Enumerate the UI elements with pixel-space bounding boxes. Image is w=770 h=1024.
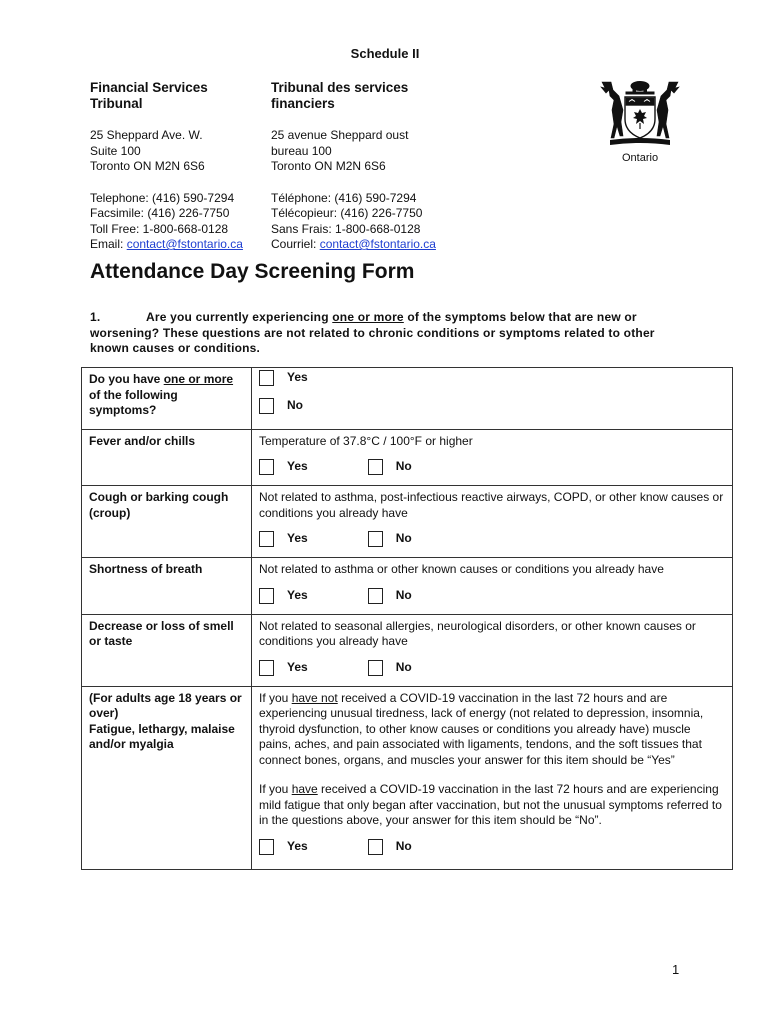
no-option[interactable]: No	[368, 839, 412, 855]
yes-checkbox[interactable]	[259, 459, 274, 475]
address-english: 25 Sheppard Ave. W. Suite 100 Toronto ON M2N 6S6	[90, 128, 205, 173]
table-row	[82, 558, 733, 615]
symptom-table	[81, 367, 733, 870]
answer-cell	[252, 486, 733, 558]
yes-option[interactable]: Yes	[259, 531, 308, 547]
symptom-description: Not related to asthma, post-infectious reactive airways, COPD, or other know causes or conditions you already have	[259, 490, 724, 520]
symptom-description: Temperature of 37.8°C / 100°F or higher	[259, 433, 473, 448]
yes-checkbox[interactable]	[259, 370, 274, 386]
symptom-label: Cough or barking cough (croup)	[82, 486, 252, 558]
symptom-description: Not related to seasonal allergies, neurological disorders, or other known causes or conditions you already have	[259, 618, 696, 648]
table-row	[82, 429, 733, 486]
yes-checkbox[interactable]	[259, 588, 274, 604]
email-link-french[interactable]: contact@fstontario.ca	[319, 237, 436, 251]
yes-option[interactable]: Yes	[259, 370, 725, 386]
english-contact-block	[90, 80, 243, 253]
answer-cell	[252, 686, 733, 869]
yes-checkbox[interactable]	[259, 839, 274, 855]
page-number: 1	[672, 962, 680, 977]
symptom-label: Decrease or loss of smell or taste	[82, 614, 252, 686]
org-name-english: Financial Services Tribunal	[90, 80, 208, 111]
symptom-label: Fever and/or chills	[82, 429, 252, 486]
question-number: 1.	[90, 310, 101, 324]
no-option[interactable]: No	[368, 588, 412, 604]
form-title: Attendance Day Screening Form	[90, 260, 415, 283]
table-row	[82, 368, 733, 430]
answer-cell	[252, 614, 733, 686]
phone-block-english: Telephone: (416) 590-7294 Facsimile: (416) 226-7750 Toll Free: 1-800-668-0128 Email: contact@fstontario.ca	[90, 190, 243, 251]
schedule-heading: Schedule II	[350, 46, 420, 61]
no-checkbox[interactable]	[368, 531, 383, 547]
yes-option[interactable]: Yes	[259, 660, 308, 676]
yes-option[interactable]: Yes	[259, 588, 308, 604]
no-checkbox[interactable]	[368, 459, 383, 475]
no-option[interactable]: No	[368, 531, 412, 547]
symptom-label: (For adults age 18 years or over) Fatigue, lethargy, malaise and/or myalgia	[82, 686, 252, 869]
address-french: 25 avenue Sheppard oust bureau 100 Toronto ON M2N 6S6	[271, 128, 409, 173]
yes-option[interactable]: Yes	[259, 839, 308, 855]
symptom-description: If you have received a COVID-19 vaccination in the last 72 hours and are experiencing mild fatigue that only began after vaccination, but not the unusual symptoms referred to in the questions above, your answer for this item should be “No”.	[259, 782, 722, 827]
french-contact-block	[271, 80, 436, 253]
no-option[interactable]: No	[368, 459, 412, 475]
table-row	[82, 686, 733, 869]
no-option[interactable]: No	[259, 398, 725, 414]
table-row	[82, 614, 733, 686]
org-name-french: Tribunal des services financiers	[271, 80, 409, 111]
yes-checkbox[interactable]	[259, 531, 274, 547]
ontario-coat-of-arms-icon	[596, 78, 684, 152]
table-row	[82, 486, 733, 558]
phone-block-french: Téléphone: (416) 590-7294 Télécopieur: (416) 226-7750 Sans Frais: 1-800-668-0128 Courriel: contact@fstontario.ca	[271, 190, 436, 251]
answer-cell	[252, 368, 733, 430]
answer-cell	[252, 558, 733, 615]
symptom-label: Do you have one or more of the following symptoms?	[82, 368, 252, 430]
no-checkbox[interactable]	[368, 839, 383, 855]
answer-cell	[252, 429, 733, 486]
symptom-description: Not related to asthma or other known causes or conditions you already have	[259, 562, 664, 576]
email-link-english[interactable]: contact@fstontario.ca	[126, 237, 243, 251]
symptom-description: If you have not received a COVID-19 vaccination in the last 72 hours and are experiencing unusual tiredness, lack of energy (not related to depression, insomnia, thyroid dysfunction, to other know causes or conditions you already have) muscle pains, aches, and pain associated with ligaments, tendons, and the soft tissues that connect bones, organs, and muscles your answer for this item should be “Yes”	[259, 690, 704, 767]
ontario-logo-label: Ontario	[622, 152, 659, 164]
no-checkbox[interactable]	[368, 588, 383, 604]
question-1: 1. Are you currently experiencing one or more of the symptoms below that are new or worsening? These questions are not related to chronic conditions or symptoms related to other known causes or conditions.	[90, 310, 655, 355]
yes-checkbox[interactable]	[259, 660, 274, 676]
no-option[interactable]: No	[368, 660, 412, 676]
no-checkbox[interactable]	[259, 398, 274, 414]
symptom-label: Shortness of breath	[82, 558, 252, 615]
yes-option[interactable]: Yes	[259, 459, 308, 475]
no-checkbox[interactable]	[368, 660, 383, 676]
